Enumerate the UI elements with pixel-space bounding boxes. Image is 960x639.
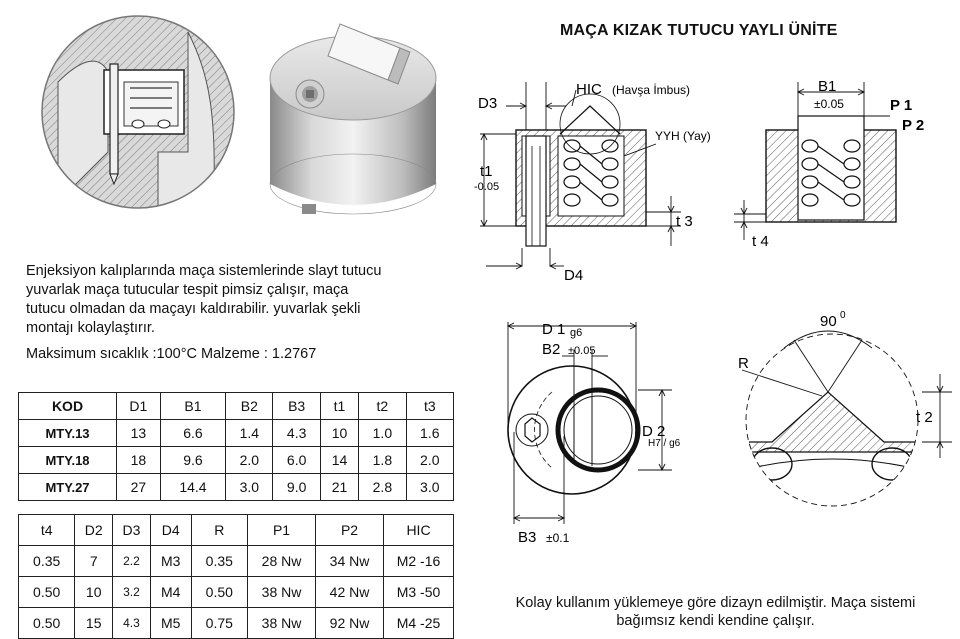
product-code: MTY.27 xyxy=(19,474,117,501)
table-cell: 2.0 xyxy=(406,447,453,474)
table-cell: 38 Nw xyxy=(248,577,316,608)
label-d2: D 2 xyxy=(642,423,666,440)
footnote xyxy=(478,594,953,630)
table-cell: M4 -25 xyxy=(384,608,454,639)
table-header-row xyxy=(19,515,454,546)
footnote-line: bağımsız kendi kendine çalışır. xyxy=(616,613,815,629)
header-cell: t3 xyxy=(406,393,453,420)
table-cell: M3 -50 xyxy=(384,577,454,608)
header-cell: D2 xyxy=(75,515,113,546)
table-cell: 2.8 xyxy=(359,474,406,501)
label-t1-tol: -0.05 xyxy=(474,181,500,193)
header-cell: D1 xyxy=(117,393,161,420)
table-cell: 0.50 xyxy=(19,608,75,639)
header-cell: D4 xyxy=(150,515,191,546)
label-t4: t 4 xyxy=(752,233,769,250)
table-row xyxy=(19,608,454,639)
table-cell: 0.50 xyxy=(19,577,75,608)
table-cell: M4 xyxy=(150,577,191,608)
label-t3: t 3 xyxy=(676,213,693,230)
header-cell: t1 xyxy=(320,393,358,420)
table-cell: 0.35 xyxy=(191,546,247,577)
header-cell: P1 xyxy=(248,515,316,546)
label-d2-tol: H7 / g6 xyxy=(648,438,681,449)
table-cell: 10 xyxy=(320,420,358,447)
label-b2: B2 xyxy=(542,341,561,358)
table-cell: 28 Nw xyxy=(248,546,316,577)
table-cell: 14.4 xyxy=(160,474,225,501)
table-cell: 1.0 xyxy=(359,420,406,447)
label-d1-tol: g6 xyxy=(570,327,583,339)
table-cell: 7 xyxy=(75,546,113,577)
label-b2-tol: ±0.05 xyxy=(568,345,596,357)
product-photo-icon xyxy=(258,16,448,226)
table-cell: 2.0 xyxy=(226,447,273,474)
label-p1: P 1 xyxy=(890,97,913,114)
table-cell: 6.0 xyxy=(273,447,320,474)
table-cell: 42 Nw xyxy=(316,577,384,608)
table-cell: 0.75 xyxy=(191,608,247,639)
table-cell: 10 xyxy=(75,577,113,608)
header-cell: HIC xyxy=(384,515,454,546)
header-cell: R xyxy=(191,515,247,546)
table-cell: 14 xyxy=(320,447,358,474)
table-cell: 2.2 xyxy=(113,546,151,577)
table-row xyxy=(19,577,454,608)
table-header-row xyxy=(19,393,454,420)
label-b3-tol: ±0.1 xyxy=(546,531,570,545)
label-t1: t1 xyxy=(480,163,493,180)
label-d1: D 1 xyxy=(542,321,566,338)
description xyxy=(26,262,466,338)
section-drawing-icon xyxy=(466,76,716,286)
description-line: Enjeksiyon kalıplarında maça sistemlerinde slayt tutucu xyxy=(26,263,382,279)
table-cell: 15 xyxy=(75,608,113,639)
table-cell: 9.0 xyxy=(273,474,320,501)
label-d3: D3 xyxy=(478,95,498,112)
top-view-drawing-icon xyxy=(492,312,712,552)
label-r: R xyxy=(738,355,749,372)
description-line: montajı kolaylaştırır. xyxy=(26,320,155,336)
table-cell: 3.2 xyxy=(113,577,151,608)
table-row xyxy=(19,474,454,501)
table-cell: 92 Nw xyxy=(316,608,384,639)
table-cell: 3.0 xyxy=(226,474,273,501)
header-cell: D3 xyxy=(113,515,151,546)
table-row xyxy=(19,420,454,447)
table-cell: 4.3 xyxy=(273,420,320,447)
table-cell: M5 xyxy=(150,608,191,639)
label-p2: P 2 xyxy=(902,117,925,134)
pressure-drawing-icon xyxy=(730,76,940,256)
label-b1: B1 xyxy=(818,78,837,95)
label-angle: 90 xyxy=(820,313,837,330)
table-cell: M3 xyxy=(150,546,191,577)
table-cell: 6.6 xyxy=(160,420,225,447)
table-cell: 38 Nw xyxy=(248,608,316,639)
label-hic: HIC xyxy=(576,81,602,98)
label-b1-tol: ±0.05 xyxy=(814,97,844,111)
table-cell: 9.6 xyxy=(160,447,225,474)
label-hic-note: (Havşa İmbus) xyxy=(612,83,691,97)
detail-drawing-icon xyxy=(722,300,952,510)
label-d4: D4 xyxy=(564,267,584,284)
spec-line: Maksimum sıcaklık :100°C Malzeme : 1.2767 xyxy=(26,346,317,362)
table-cell: 0.35 xyxy=(19,546,75,577)
footnote-line: Kolay kullanım yüklemeye göre dizayn edilmiştir. Maça sistemi xyxy=(515,595,916,611)
header-cell: KOD xyxy=(19,393,117,420)
label-angle-unit: 0 xyxy=(840,310,846,321)
table-cell: 18 xyxy=(117,447,161,474)
mold-section-icon xyxy=(38,12,238,212)
table-cell: 3.0 xyxy=(406,474,453,501)
table-cell: 4.3 xyxy=(113,608,151,639)
parameters-table xyxy=(18,514,454,639)
product-code: MTY.13 xyxy=(19,420,117,447)
header-cell: t4 xyxy=(19,515,75,546)
dimensions-table xyxy=(18,392,454,501)
table-cell: 27 xyxy=(117,474,161,501)
header-cell: B2 xyxy=(226,393,273,420)
table-row xyxy=(19,546,454,577)
header-cell: t2 xyxy=(359,393,406,420)
table-cell: M2 -16 xyxy=(384,546,454,577)
page-title: MAÇA KIZAK TUTUCU YAYLI ÜNİTE xyxy=(560,22,838,39)
label-b3: B3 xyxy=(518,529,537,546)
description-line: yuvarlak maça tutucular tespit pimsiz çalışır, maça xyxy=(26,282,349,298)
header-cell: P2 xyxy=(316,515,384,546)
label-t2: t 2 xyxy=(916,409,933,426)
table-row xyxy=(19,447,454,474)
description-line: tutucu olmadan da maçayı kaldırabilir. yuvarlak şekli xyxy=(26,301,361,317)
table-cell: 21 xyxy=(320,474,358,501)
table-cell: 13 xyxy=(117,420,161,447)
header-cell: B3 xyxy=(273,393,320,420)
table-cell: 0.50 xyxy=(191,577,247,608)
table-cell: 34 Nw xyxy=(316,546,384,577)
header-cell: B1 xyxy=(160,393,225,420)
product-code: MTY.18 xyxy=(19,447,117,474)
table-cell: 1.8 xyxy=(359,447,406,474)
table-cell: 1.6 xyxy=(406,420,453,447)
label-yyh: YYH (Yay) xyxy=(655,129,711,143)
table-cell: 1.4 xyxy=(226,420,273,447)
